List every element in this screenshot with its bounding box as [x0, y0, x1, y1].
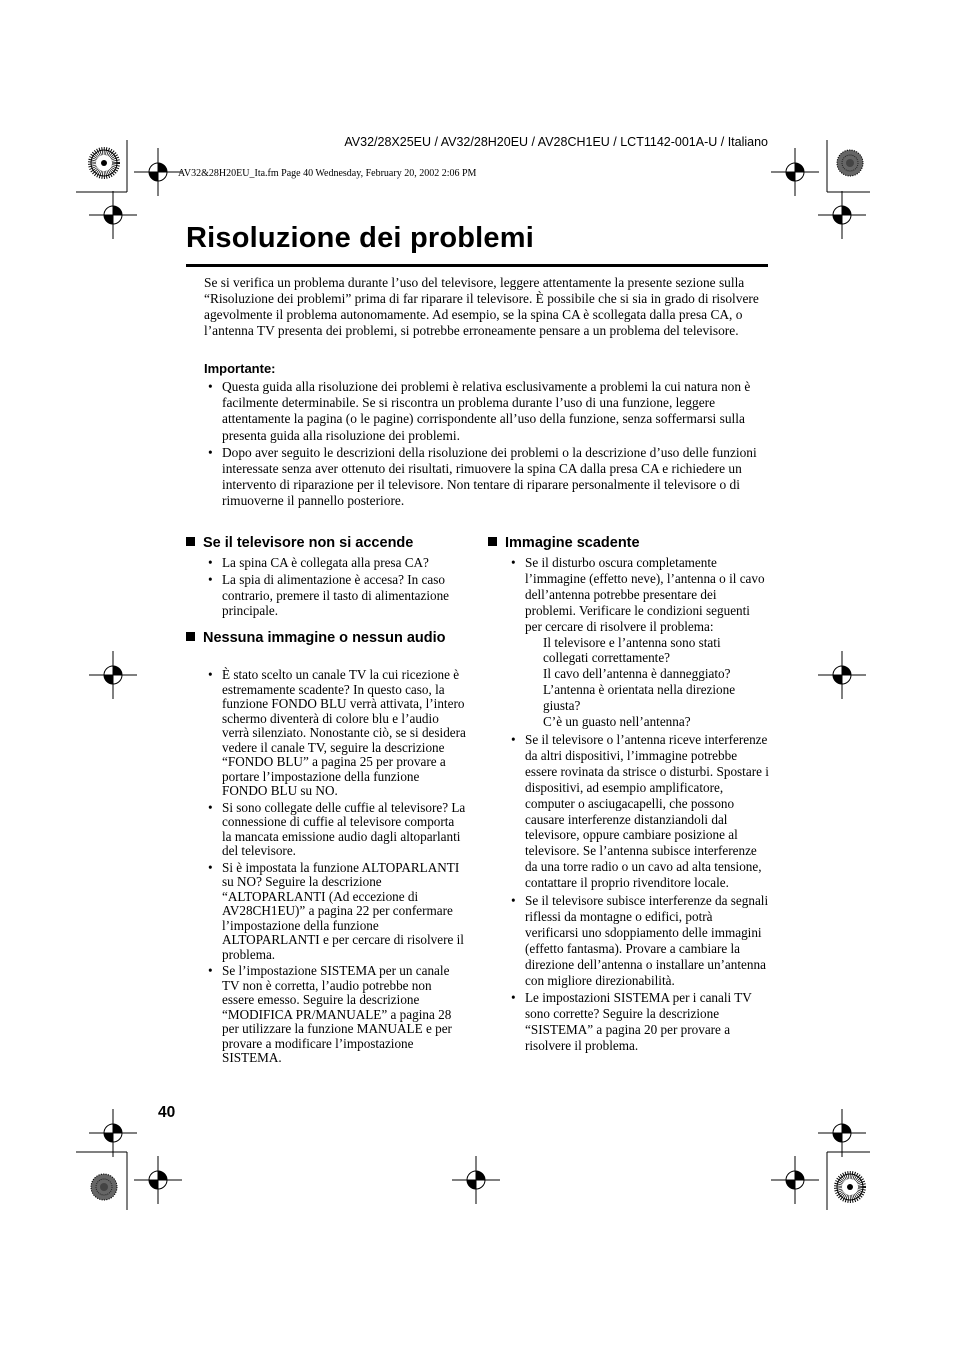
- registration-crosshair-icon: [771, 148, 819, 196]
- list-item: • Se il televisore o l’antenna riceve interferenze da altri dispositivi, l’immagine potrebbe essere rovinata da strisce o disturbi. Spostare i dispositivi, ad esempio amplificatore, computer o asciugacapelli, che possono causare interferenze distanziandoli dal televisore, oppure cambiare posizione al televisore. Se l’antenna subisce interferenze da una torre radio o un cavo ad alta tensione, contattare il proprio rivenditore locale.: [507, 732, 769, 891]
- color-bar-wheel-icon: [837, 150, 863, 176]
- registration-crosshair-icon: [771, 1156, 819, 1204]
- registration-crosshair-icon: [89, 191, 137, 239]
- intro-paragraph: Se si verifica un problema durante l’uso del televisore, leggere attentamente la presente sezione sulla “Risoluzione dei problemi” prima di far riparare il televisore. È possibile che si sia in grado di risolvere agevolmente il problema autonomamente. Ad esempio, se la spina CA è scollegata dalla presa CA, o l’antenna TV presenta dei problemi, si potrebbe erroneamente pensare a un problema del televisore.: [204, 275, 759, 338]
- color-bar-wheel-icon: [837, 1174, 863, 1200]
- list-item: • Se l’impostazione SISTEMA per un canale TV non è corretta, l’audio potrebbe non essere emesso. Seguire la descrizione “MODIFICA PR/MANUALE” a pagina 28 per utilizzare la funzione MANUALE e per provare a modificare l’impostazione SISTEMA.: [204, 964, 467, 1066]
- registration-crosshair-icon: [818, 651, 866, 699]
- list-item: • La spina CA è collegata alla presa CA?: [204, 555, 467, 570]
- registration-crosshair-icon: [818, 191, 866, 239]
- list-item: • Si è impostata la funzione ALTOPARLANTI su NO? Seguire la descrizione “ALTOPARLANTI (Ad eccezione di AV28CH1EU)” a pagina 22 per confermare l’impostazione della funzione ALTOPARLANTI e per cercare di risolvere il problema.: [204, 861, 467, 963]
- page-title: Risoluzione dei problemi: [186, 222, 534, 254]
- list-item: • Le impostazioni SISTEMA per i canali TV sono corrette? Seguire la descrizione “SISTEMA” a pagina 20 per provare a risolvere il problema.: [507, 990, 769, 1054]
- square-bullet-icon: [186, 537, 195, 546]
- check-item: Il televisore e l’antenna sono stati collegati correttamente?: [543, 634, 721, 666]
- list-item: • Dopo aver seguito le descrizioni della risoluzione dei problemi o la descrizione d’uso delle funzioni interessate senza aver ottenuto dei risultati, rimuovere la spina CA dalla presa CA e richiedere un intervento di riparazione per il televisore. Non tentare di riparare personalmente il televisore o di rimuoverne il pannello posteriore.: [204, 445, 769, 510]
- poor-picture-list: [507, 555, 769, 1056]
- section-heading-no-picture: [186, 629, 464, 647]
- section-heading-text: Se il televisore non si accende: [203, 535, 414, 551]
- section-heading-no-power: [186, 534, 456, 552]
- list-item: • Si sono collegate delle cuffie al televisore? La connessione di cuffie al televisore comporta la mancata emissione audio dagli altoparlanti del televisore.: [204, 801, 467, 859]
- list-item: • La spia di alimentazione è accesa? In caso contrario, premere il tasto di alimentazione principale.: [204, 572, 467, 618]
- square-bullet-icon: [488, 537, 497, 546]
- title-rule: [186, 264, 768, 267]
- list-item: • Questa guida alla risoluzione dei problemi è relativa esclusivamente a problemi la cui natura non è facilmente determinabile. Se si riscontra un problema durante l’uso di una funzione, leggere attentamente la pagina (o le pagine) corrispondente all’uso della funzione, senza soffermarsi sulla presenta guida alla risoluzione dei problemi.: [204, 379, 769, 444]
- registration-crosshair-icon: [452, 1156, 500, 1204]
- check-item: Il cavo dell’antenna è danneggiato?: [543, 666, 731, 682]
- list-item: • Se il televisore subisce interferenze da segnali riflessi da montagne o edifici, potrà verificarsi uno sdoppiamento delle immagini (effetto fantasma). Provare a cambiare la direzione dell’antenna o installare un’antenna con migliore direzionabilità.: [507, 893, 769, 988]
- important-list: [204, 379, 769, 511]
- list-item-text: Se il disturbo oscura completamente l’immagine (effetto neve), l’antenna o il cavo dell’antenna potrebbe presentare dei problemi. Verificare le condizioni seguenti per cercare di risolvere il problema:: [525, 555, 765, 634]
- registration-crosshair-icon: [89, 651, 137, 699]
- check-list: [525, 635, 769, 730]
- registration-crosshair-icon: [89, 1109, 137, 1157]
- check-item: L’antenna è orientata nella direzione giusta?: [543, 682, 736, 714]
- color-bar-wheel-icon: [91, 150, 117, 176]
- list-item: • È stato scelto un canale TV la cui ricezione è estremamente scadente? In questo caso, la funzione FONDO BLU verrà attivata, l’intero schermo diventerà di colore blu e l’audio verrà silenziato. Nonostante ciò, se si desidera vedere il canale TV, seguire la descrizione “FONDO BLU” a pagina 25 per provare a portare l’impostazione della funzione FONDO BLU su NO.: [204, 668, 467, 799]
- section-heading-poor-picture: [488, 534, 768, 552]
- registration-crosshair-icon: [134, 1156, 182, 1204]
- important-heading: Importante:: [204, 361, 276, 376]
- list-item: [507, 555, 769, 730]
- color-bar-wheel-icon: [91, 1174, 117, 1200]
- check-item: C’è un guasto nell’antenna?: [543, 714, 691, 730]
- no-power-list: [204, 555, 467, 621]
- registration-crosshair-icon: [818, 1109, 866, 1157]
- section-heading-text: Nessuna immagine o nessun audio: [203, 630, 446, 646]
- section-heading-text: Immagine scadente: [505, 535, 640, 551]
- registration-crosshair-icon: [134, 148, 182, 196]
- square-bullet-icon: [186, 632, 195, 641]
- file-info: AV32&28H20EU_Ita.fm Page 40 Wednesday, February 20, 2002 2:06 PM: [178, 168, 477, 179]
- no-picture-list: [204, 668, 467, 1068]
- page-number: 40: [158, 1104, 176, 1121]
- model-header: AV32/28X25EU / AV32/28H20EU / AV28CH1EU / LCT1142-001A-U / Italiano: [344, 135, 768, 149]
